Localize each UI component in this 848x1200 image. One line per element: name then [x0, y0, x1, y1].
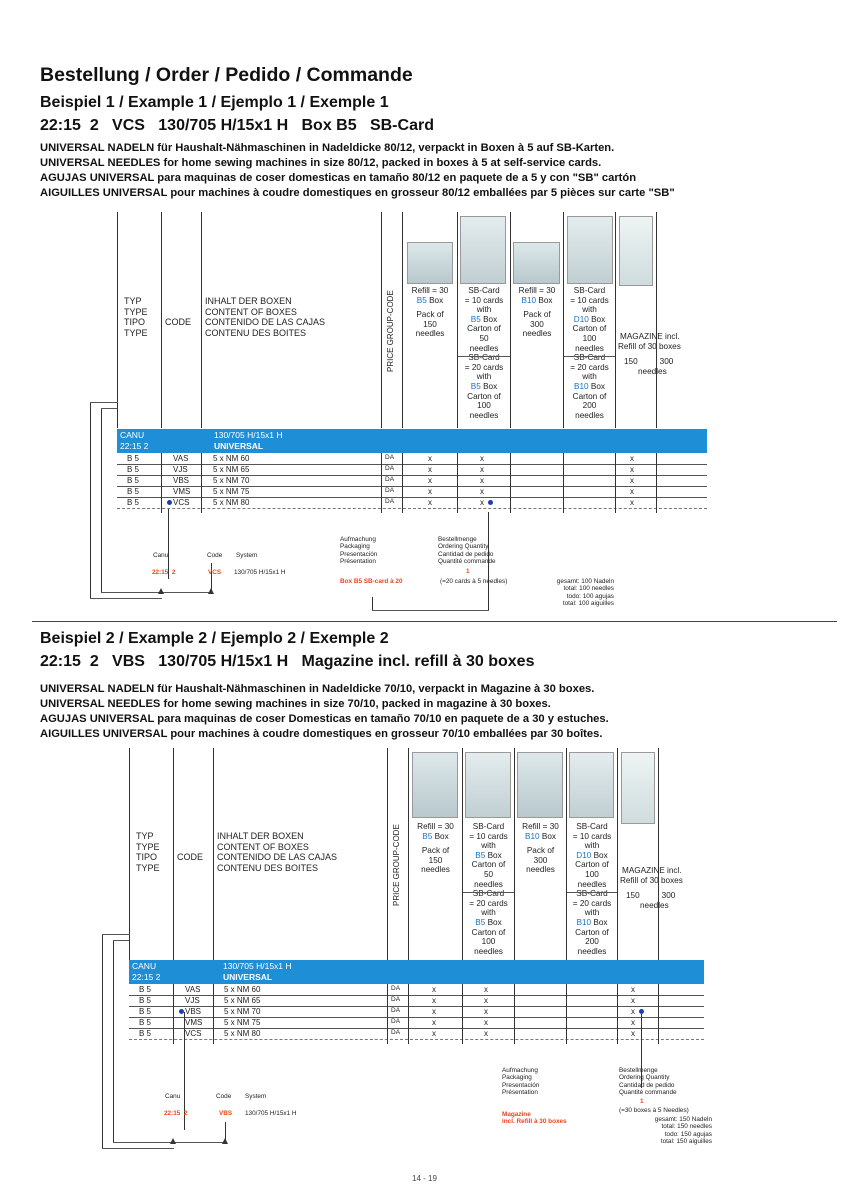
- selected-code-marker: [167, 500, 172, 505]
- magazine-image: [621, 752, 655, 824]
- col5-magazine: MAGAZINE incl. Refill of 30 boxes 150 300 needles: [618, 332, 681, 376]
- ann-canu-value: 22:15 2: [164, 1110, 188, 1117]
- table-row[interactable]: B 5 VCS 5 x NM 80 DA x x x: [127, 498, 634, 507]
- desc-line-de: UNIVERSAL NADELN für Haushalt-Nähmaschinen in Nadeldicke 80/12, verpackt in Boxen à 5 auf SB-Karten.: [40, 142, 615, 154]
- table-rows: [117, 453, 707, 523]
- example1-heading: Beispiel 1 / Example 1 / Ejemplo 1 / Exemple 1: [40, 94, 389, 111]
- typ-labels: TYP TYPE TIPO TYPE: [136, 831, 160, 873]
- col4-sb-card: SB-Card = 10 cards with D10 Box Carton of 100 needles SB-Card = 20 cards with B10 Box Carton of 200 needles: [570, 286, 609, 420]
- sb-card-image: [567, 216, 613, 284]
- ann-totals: gesamt: 150 Nadeln total: 150 needles todo: 150 agujas total: 150 aiguilles: [654, 1116, 712, 1146]
- selected-qty-marker: [488, 500, 493, 505]
- typ-labels: TYP TYPE TIPO TYPE: [124, 296, 148, 338]
- code-header: CODE: [177, 852, 204, 862]
- table-row[interactable]: B 5 VAS 5 x NM 60 DA x x x: [127, 454, 634, 463]
- ann-packaging-value: Box B5 SB-card à 20: [340, 578, 403, 585]
- ann-canu: Canu: [165, 1093, 181, 1100]
- ann-canu-value: 22:15 2: [152, 569, 176, 576]
- col1-refill: Refill = 30 B5 Box Pack of 150 needles: [411, 286, 449, 339]
- code-header: CODE: [165, 317, 192, 327]
- sb-card-image: [569, 752, 614, 818]
- product-band: CANU 22:15 2 130/705 H/15x1 H UNIVERSAL: [129, 960, 704, 984]
- ann-system-value: 130/705 H/15x1 H: [245, 1110, 297, 1117]
- ann-qty-labels: Bestellmenge Ordering Quantity Cantidad de pedido Quantité commande: [438, 536, 496, 566]
- desc-line-fr: AIGUILLES UNIVERSAL pour machines à coudre domestiques en grosseur 70/10 emballées par 30 boîtes.: [40, 728, 603, 740]
- ann-code: Code: [207, 552, 223, 559]
- ann-canu: Canu: [153, 552, 169, 559]
- ann-totals: gesamt: 100 Nadeln total: 100 needles todo: 100 agujas total: 100 aiguilles: [556, 578, 614, 608]
- product-band: CANU 22:15 2 130/705 H/15x1 H UNIVERSAL: [117, 429, 707, 453]
- needle-box-image: [407, 242, 453, 284]
- example1-code-line: 22:15 2 VCS 130/705 H/15x1 H Box B5 SB-Card: [40, 117, 434, 134]
- desc-line-en: UNIVERSAL NEEDLES for home sewing machines in size 70/10, packed in magazine à 30 boxes.: [40, 698, 551, 710]
- ann-code: Code: [216, 1093, 232, 1100]
- ann-packaging-labels: Aufmachung Packaging Presentación Présentation: [340, 536, 378, 566]
- col5-magazine: MAGAZINE incl. Refill of 30 boxes 150 300 needles: [620, 866, 683, 910]
- page-number: 14 - 19: [412, 1174, 437, 1183]
- example2-heading: Beispiel 2 / Example 2 / Ejemplo 2 / Exemple 2: [40, 630, 389, 647]
- price-group-header: PRICE GROUP-CODE: [386, 290, 395, 372]
- table-row[interactable]: B 5 VBS 5 x NM 70 DA x x x: [127, 476, 634, 485]
- desc-line-fr: AIGUILLES UNIVERSAL pour machines à coudre domestiques en grosseur 80/12 emballées par 5 pièces sur carte "SB": [40, 187, 675, 199]
- table-rows: [129, 984, 704, 1054]
- col2-sb-card: SB-Card = 10 cards with B5 Box Carton of 50 needles SB-Card = 20 cards with B5 Box Carton of 100 needles: [469, 822, 508, 956]
- ann-qty-value: 1: [466, 568, 470, 575]
- table-row[interactable]: B 5 VCS 5 x NM 80 DA x x x: [139, 1029, 635, 1038]
- example2-description: [40, 682, 609, 742]
- price-group-header: PRICE GROUP-CODE: [392, 824, 401, 906]
- order-table-2: [12, 748, 848, 1160]
- page-title: Bestellung / Order / Pedido / Commande: [40, 64, 413, 86]
- ann-qty-value: 1: [640, 1098, 644, 1105]
- needle-box-image: [517, 752, 563, 818]
- needle-box-image: [412, 752, 458, 818]
- example1-description: [40, 141, 675, 201]
- sb-card-image: [465, 752, 511, 818]
- ann-code-value: VBS: [219, 1110, 233, 1117]
- table-row[interactable]: B 5 VMS 5 x NM 75 DA x x x: [139, 1018, 635, 1027]
- inhalt-labels: INHALT DER BOXEN CONTENT OF BOXES CONTENIDO DE LAS CAJAS CONTENU DES BOITES: [217, 831, 338, 873]
- ann-system: System: [245, 1093, 267, 1100]
- desc-line-es: AGUJAS UNIVERSAL para maquinas de coser domesticas en tamaño 80/12 en paquete de a 5 y con "SB" cartón: [40, 172, 637, 184]
- example2-code-line: 22:15 2 VBS 130/705 H/15x1 H Magazine incl. refill à 30 boxes: [40, 653, 535, 670]
- table-row[interactable]: B 5 VAS 5 x NM 60 DA x x x: [139, 985, 635, 994]
- table-row[interactable]: B 5 VJS 5 x NM 65 DA x x x: [139, 996, 635, 1005]
- desc-line-de: UNIVERSAL NADELN für Haushalt-Nähmaschinen in Nadeldicke 70/10, verpackt in Magazine à 30 boxes.: [40, 683, 595, 695]
- table-row[interactable]: B 5 VMS 5 x NM 75 DA x x x: [127, 487, 634, 496]
- col3-refill: Refill = 30 B10 Box Pack of 300 needles: [518, 286, 556, 339]
- sb-card-image: [460, 216, 506, 284]
- desc-line-en: UNIVERSAL NEEDLES for home sewing machines in size 80/12, packed in boxes à 5 at self-service cards.: [40, 157, 602, 169]
- table-row[interactable]: B 5 VJS 5 x NM 65 DA x x x: [127, 465, 634, 474]
- col3-refill: Refill = 30 B10 Box Pack of 300 needles: [522, 822, 559, 875]
- magazine-image: [619, 216, 653, 286]
- ann-qty-labels: Bestellmenge Ordering Quantity Cantidad de pedido Quantité commande: [619, 1067, 677, 1097]
- section-divider: [32, 621, 837, 622]
- ann-system: System: [236, 552, 258, 559]
- ann-qty-note: (=20 cards à 5 needles): [440, 578, 508, 585]
- col1-refill: Refill = 30 B5 Box Pack of 150 needles: [417, 822, 454, 875]
- col4-sb-card: SB-Card = 10 cards with D10 Box Carton of 100 needles SB-Card = 20 cards with B10 Box Carton of 200 needles: [572, 822, 612, 956]
- ann-packaging-labels: Aufmachung Packaging Presentación Présentation: [502, 1067, 540, 1097]
- col2-sb-card: SB-Card = 10 cards with B5 Box Carton of 50 needles SB-Card = 20 cards with B5 Box Carton of 100 needles: [464, 286, 504, 420]
- ann-packaging-value: Magazine incl. Refill à 30 boxes: [502, 1111, 567, 1126]
- inhalt-labels: INHALT DER BOXEN CONTENT OF BOXES CONTENIDO DE LAS CAJAS CONTENU DES BOITES: [205, 296, 326, 338]
- ann-qty-note: (=30 boxes à 5 Needles): [619, 1107, 689, 1114]
- order-table-1: [0, 212, 848, 612]
- desc-line-es: AGUJAS UNIVERSAL para maquinas de coser Domesticas en tamaño 70/10 en paquete de a 30 y estuches.: [40, 713, 609, 725]
- ann-code-value: VCS: [208, 569, 222, 576]
- table-row[interactable]: B 5 VBS 5 x NM 70 DA x x x: [139, 1007, 635, 1016]
- ann-system-value: 130/705 H/15x1 H: [234, 569, 286, 576]
- needle-box-image: [513, 242, 560, 284]
